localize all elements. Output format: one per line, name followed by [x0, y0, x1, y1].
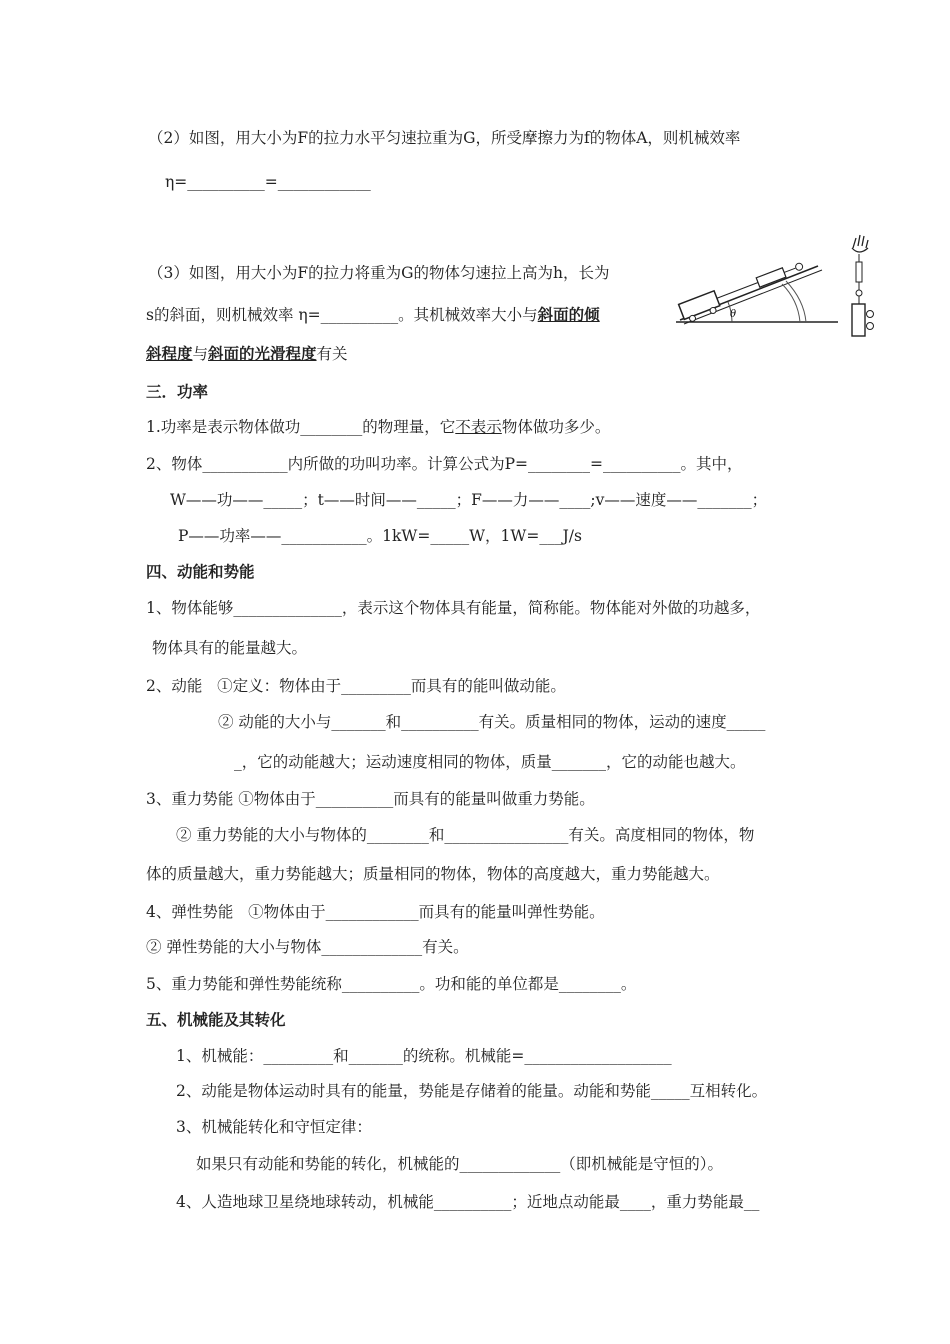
s5-line-5: 4、人造地球卫星绕地球转动，机械能__________；近地点动能最____，重力势能最__ — [176, 1193, 760, 1211]
s5-line-1: 1、机械能：_________和_______的统称。机械能=___________________ — [176, 1047, 672, 1065]
section-5-title: 五、机械能及其转化 — [146, 1011, 286, 1029]
s5-line-3: 3、机械能转化和守恒定律： — [176, 1118, 372, 1136]
s3-line-1 — [146, 417, 610, 437]
s4-line-2: 物体具有的能量越大。 — [152, 639, 308, 657]
s4-line-10: ② 弹性势能的大小与物体_____________有关。 — [146, 938, 469, 956]
s4-line-1: 1、物体能够______________，表示这个物体具有能量，简称能。物体能对外做的功越多， — [146, 599, 761, 617]
incline-figure — [672, 244, 840, 326]
q3-line-2-text: s的斜面，则机械效率 η=__________。其机械效率大小与 — [146, 306, 538, 324]
s3-line-4: P——功率——___________。1kW=_____W，1W=___J/s — [178, 527, 582, 545]
s4-line-9: 4、弹性势能 ①物体由于____________而具有的能量叫弹性势能。 — [146, 903, 605, 921]
q2-line-1: （2）如图，用大小为F的拉力水平匀速拉重为G，所受摩擦力为f的物体A，则机械效率 — [148, 129, 741, 147]
s3-line-2: 2、物体___________内所做的功叫功率。计算公式为P=________=__________。其中， — [146, 455, 743, 473]
q3-line-2 — [146, 305, 600, 325]
q3-line-1: （3）如图，用大小为F的拉力将重为G的物体匀速拉上高为h，长为 — [148, 264, 610, 282]
q3-keyword-smoothness: 斜面的光滑程度 — [208, 344, 317, 363]
s3-line-3: W——功——_____；t——时间——_____；F——力——____;v——速度——_______； — [170, 491, 768, 509]
q3-keyword-tilt-degree: 斜程度 — [146, 344, 193, 363]
s3-line-1-text: 1.功率是表示物体做功________的物理量，它 — [146, 418, 456, 436]
s4-line-11: 5、重力势能和弹性势能统称__________。功和能的单位都是________。 — [146, 975, 637, 993]
q3-keyword-incline-tilt: 斜面的倾 — [537, 305, 600, 324]
section-4-title: 四、动能和势能 — [146, 563, 255, 581]
s4-line-6: 3、重力势能 ①物体由于__________而具有的能量叫做重力势能。 — [146, 790, 595, 808]
s4-line-4: ② 动能的大小与_______和__________有关。质量相同的物体，运动的速度_____ — [218, 713, 766, 731]
q3-line-3 — [146, 344, 348, 364]
s5-line-2: 2、动能是物体运动时具有的能量，势能是存储着的能量。动能和势能_____互相转化。 — [176, 1082, 768, 1100]
q3-conjunction: 与 — [192, 345, 209, 363]
section-3-title: 三．功率 — [146, 383, 209, 401]
q3-line-3-end: 有关 — [316, 345, 348, 363]
s3-line-1-end: 物体做功多少。 — [501, 418, 611, 436]
s4-line-3: 2、动能 ①定义：物体由于_________而具有的能叫做动能。 — [146, 677, 566, 695]
s4-line-5: _，它的动能越大；运动速度相同的物体，质量_______，它的动能也越大。 — [234, 753, 746, 771]
s4-line-8: 体的质量越大，重力势能越大；质量相同的物体，物体的高度越大，重力势能越大。 — [146, 865, 720, 883]
s4-line-7: ② 重力势能的大小与物体的________和________________有关。高度相同的物体，物 — [176, 826, 755, 844]
incline-angle-label: θ — [730, 309, 737, 320]
spring-scale-figure — [846, 232, 882, 340]
q2-formula-line: η=__________=____________ — [165, 173, 371, 191]
s3-not-indicate: 不表示 — [455, 418, 502, 436]
s5-line-4: 如果只有动能和势能的转化，机械能的_____________（即机械能是守恒的）。 — [196, 1155, 724, 1173]
